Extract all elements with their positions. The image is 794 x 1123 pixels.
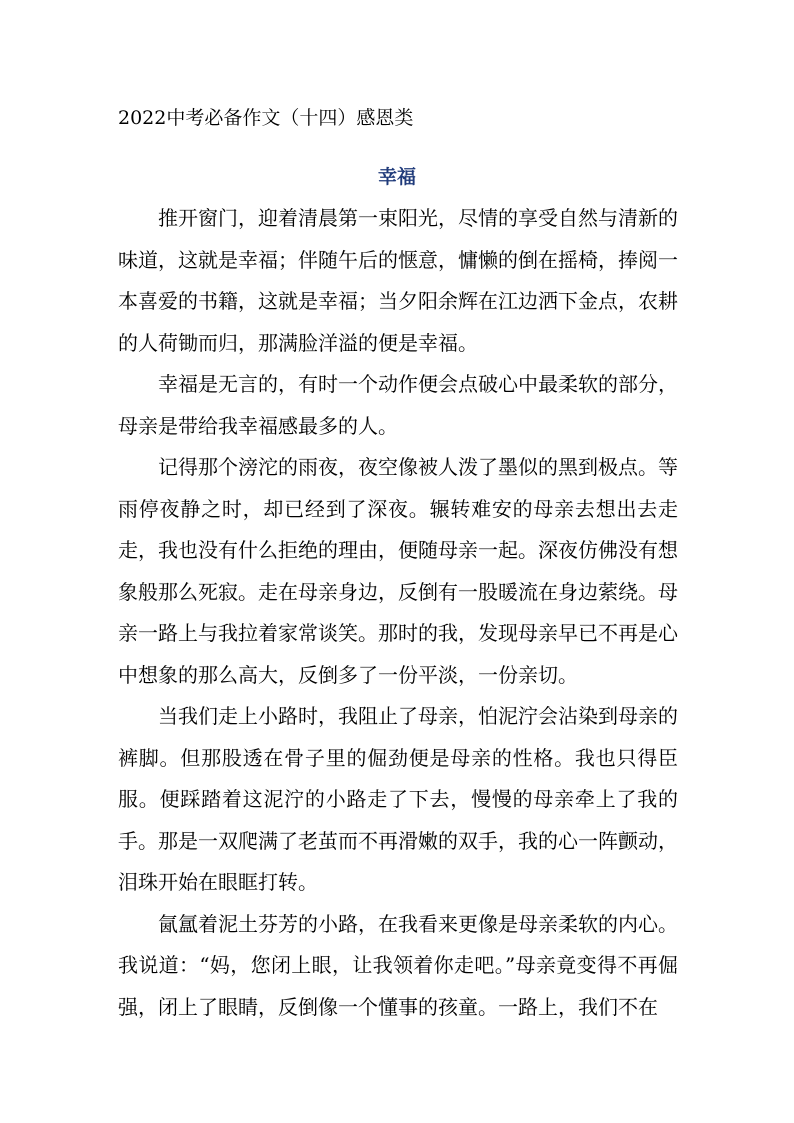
document-heading: 2022中考必备作文（十四）感恩类: [118, 107, 414, 129]
essay-body: [118, 198, 678, 1028]
paragraph: 当我们走上小路时，我阻止了母亲，怕泥泞会沾染到母亲的裤脚。但那股透在骨子里的倔劲便是母亲的性格。我也只得臣服。便踩踏着这泥泞的小路走了下去，慢慢的母亲牵上了我的手。那是一双爬满了老茧而不再滑嫩的双手，我的心一阵颤动，泪珠开始在眼眶打转。: [118, 704, 678, 894]
essay-title: 幸福: [377, 166, 416, 188]
paragraph: 推开窗门，迎着清晨第一束阳光，尽情的享受自然与清新的味道，这就是幸福；伴随午后的惬意，慵懒的倒在摇椅，捧阅一本喜爱的书籍，这就是幸福；当夕阳余辉在江边洒下金点，农耕的人荷锄而归，那满脸洋溢的便是幸福。: [118, 206, 678, 355]
paragraph: 幸福是无言的，有时一个动作便会点破心中最柔软的部分，母亲是带给我幸福感最多的人。: [118, 372, 678, 438]
paragraph: 氤氲着泥土芬芳的小路，在我看来更像是母亲柔软的内心。我说道：“妈，您闭上眼，让我领着你走吧。”母亲竟变得不再倔强，闭上了眼睛，反倒像一个懂事的孩童。一路上，我们不在: [118, 911, 678, 1019]
paragraph: 记得那个滂沱的雨夜，夜空像被人泼了墨似的黑到极点。等雨停夜静之时，却已经到了深夜。辗转难安的母亲去想出去走走，我也没有什么拒绝的理由，便随母亲一起。深夜仿佛没有想象般那么死寂。走在母亲身边，反倒有一股暖流在身边萦绕。母亲一路上与我拉着家常谈笑。那时的我，发现母亲早已不再是心中想象的那么高大，反倒多了一份平淡，一份亲切。: [118, 455, 678, 687]
